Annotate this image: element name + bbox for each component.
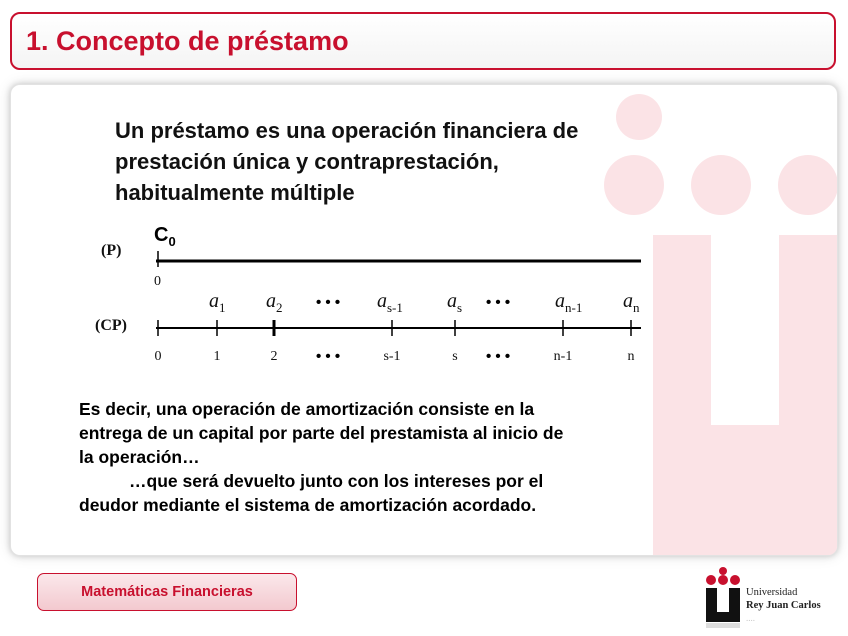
amount-label: $a_s$ <box>447 290 463 315</box>
amount-label: $a_{n-1}$ <box>555 290 583 315</box>
timeline-diagram <box>81 217 681 377</box>
explain-line: Es decir, una operación de amortización consiste en la <box>79 399 535 419</box>
explanation-text <box>79 397 779 517</box>
course-button[interactable]: Matemáticas Financieras <box>37 573 297 611</box>
svg-text:• • •: • • • <box>316 294 341 311</box>
explain-line: entrega de un capital por parte del prestamista al inicio de <box>79 423 564 443</box>
amount-label: $a_2$ <box>266 290 283 315</box>
tick-label: s-1 <box>383 349 401 364</box>
explain-line: la operación… <box>79 447 200 467</box>
svg-text:• • •: • • • <box>486 348 511 365</box>
amount-labels <box>209 290 640 315</box>
dots-top <box>316 294 510 311</box>
explain-line: …que será devuelto junto con los intereses por el <box>129 471 544 491</box>
p-label: (P) <box>101 242 122 259</box>
svg-text:• • •: • • • <box>486 294 511 311</box>
urjc-logo <box>702 566 848 636</box>
title-bar <box>10 12 836 70</box>
amount-label: $a_n$ <box>623 290 640 315</box>
c0-label: $C_0$ <box>154 224 176 249</box>
dots-bottom <box>316 348 510 365</box>
intro-line: habitualmente múltiple <box>115 180 355 205</box>
cp-label: (CP) <box>95 317 127 334</box>
explain-line: deudor mediante el sistema de amortización acordado. <box>79 495 537 515</box>
tick-label: n <box>627 349 635 364</box>
amount-label: $a_{s-1}$ <box>377 290 403 315</box>
tick-label: 0 <box>154 349 162 364</box>
intro-text <box>115 115 755 208</box>
intro-line: prestación única y contraprestación, <box>115 149 499 174</box>
urjc-logo-icon <box>702 566 744 628</box>
p-tick-label: 0 <box>154 274 161 289</box>
tick-label: n-1 <box>553 349 573 364</box>
tick-label: 2 <box>270 349 278 364</box>
slide-title: 1. Concepto de préstamo <box>26 26 349 56</box>
tick-label: s <box>452 349 458 364</box>
content-panel <box>10 84 838 556</box>
intro-line: Un préstamo es una operación financiera de <box>115 118 579 143</box>
svg-text:• • •: • • • <box>316 348 341 365</box>
logo-text: Universidad Rey Juan Carlos .... <box>746 587 821 623</box>
tick-label: 1 <box>213 349 221 364</box>
tick-labels <box>155 349 635 364</box>
amount-label: $a_1$ <box>209 290 226 315</box>
